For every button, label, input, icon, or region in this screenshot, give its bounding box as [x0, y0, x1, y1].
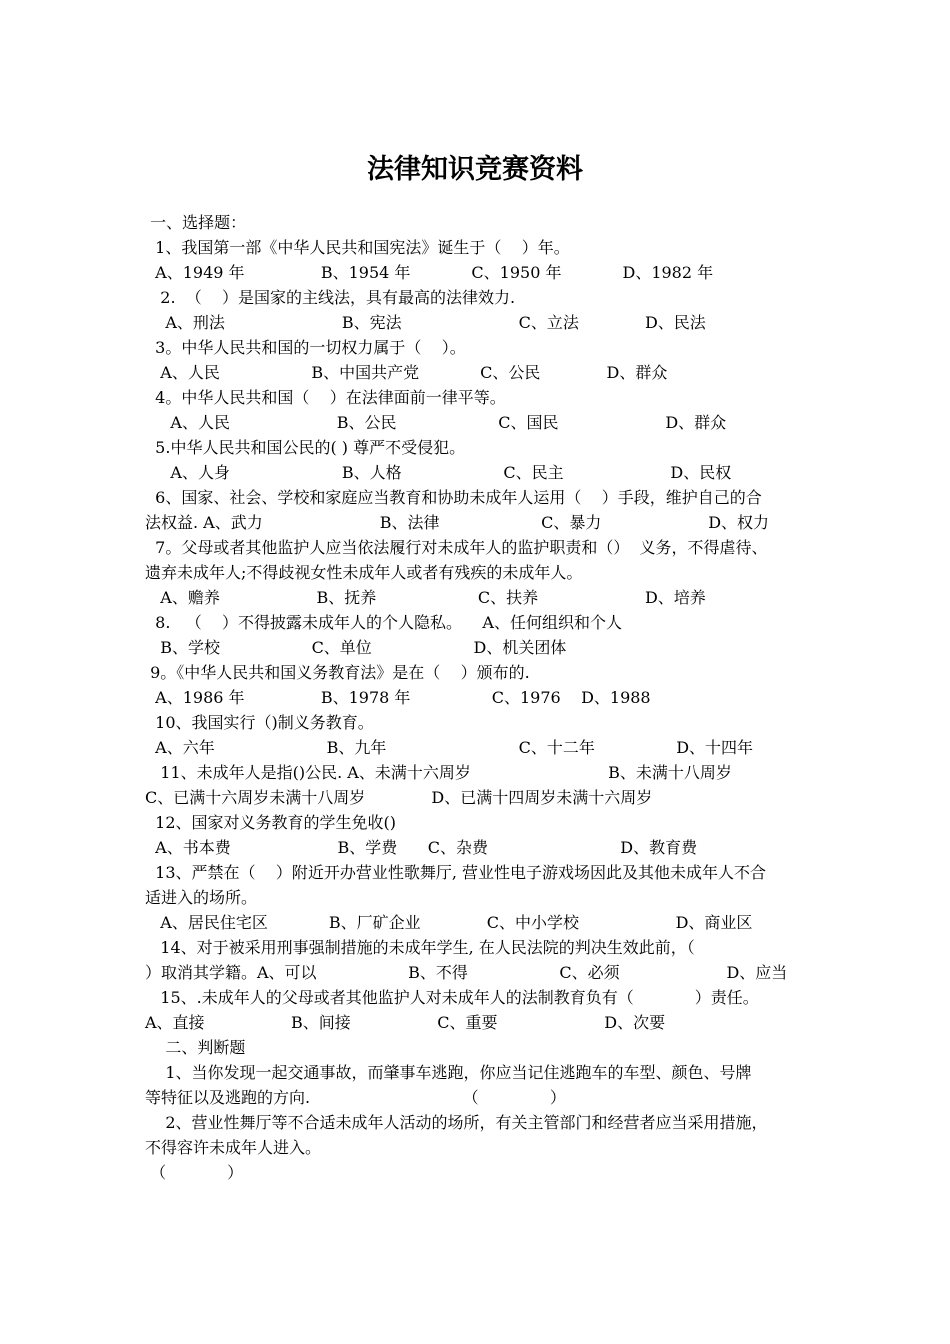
options-line: ）取消其学籍。A、可以 B、不得 C、必须 D、应当: [145, 963, 788, 982]
statement-line: 1、当你发现一起交通事故，而肇事车逃跑，你应当记住逃跑车的车型、颜色、号牌: [145, 1063, 752, 1082]
options-line: A、人身 B、人格 C、民主 D、民权: [145, 463, 732, 482]
options-line: A、刑法 B、宪法 C、立法 D、民法: [145, 313, 706, 332]
question-line: 15、.未成年人的父母或者其他监护人对未成年人的法制教育负有（ ）责任。: [145, 988, 759, 1007]
options-line: A、1986 年 B、1978 年 C、1976 D、1988: [145, 688, 651, 707]
options-line: C、已满十六周岁未满十八周岁 D、已满十四周岁未满十六周岁: [145, 788, 653, 807]
question-line: 5.中华人民共和国公民的( ) 尊严不受侵犯。: [145, 438, 466, 457]
question-line: 8. （ ）不得披露未成年人的个人隐私。 A、任何组织和个人: [145, 613, 622, 632]
section-heading-choice: 一、选择题：: [145, 213, 247, 232]
options-line: A、居民住宅区 B、厂矿企业 C、中小学校 D、商业区: [145, 913, 753, 932]
section-heading-judgement: 二、判断题: [145, 1038, 246, 1057]
question-line: 14、对于被采用刑事强制措施的未成年学生, 在人民法院的判决生效此前，（: [145, 938, 695, 957]
question-line: 11、未成年人是指()公民. A、未满十六周岁 B、未满十八周岁: [145, 763, 732, 782]
question-line: 13、严禁在（ ）附近开办营业性歌舞厅, 营业性电子游戏场因此及其他未成年人不合: [145, 863, 767, 882]
question-line: 4。中华人民共和国（ ）在法律面前一律平等。: [145, 388, 506, 407]
statement-line: 等特征以及逃跑的方向. （ ）: [145, 1088, 566, 1107]
document-title: 法律知识竞赛资料: [367, 154, 583, 185]
question-line: 9。《中华人民共和国义务教育法》是在（ ）颁布的.: [145, 663, 530, 682]
question-line: 3。中华人民共和国的一切权力属于（ ）。: [145, 338, 466, 357]
options-line: A、1949 年 B、1954 年 C、1950 年 D、1982 年: [145, 263, 714, 282]
question-line: 6、国家、社会、学校和家庭应当教育和协助未成年人运用（ ）手段，维护自己的合: [145, 488, 762, 507]
options-line: A、人民 B、公民 C、国民 D、群众: [145, 413, 727, 432]
question-line: 7。父母或者其他监护人应当依法履行对未成年人的监护职责和（） 义务，不得虐待、: [145, 538, 768, 557]
options-line: A、书本费 B、学费 C、杂费 D、教育费: [145, 838, 698, 857]
question-line: 1、我国第一部《中华人民共和国宪法》诞生于（ ）年。: [145, 238, 570, 257]
options-line: 法权益. A、武力 B、法律 C、暴力 D、权力: [145, 513, 770, 532]
options-line: B、学校 C、单位 D、机关团体: [145, 638, 567, 657]
question-line: 10、我国实行（)制义务教育。: [145, 713, 374, 732]
statement-line: 2、营业性舞厅等不合适未成年人活动的场所，有关主管部门和经营者应当采用措施，: [145, 1113, 768, 1132]
options-line: A、直接 B、间接 C、重要 D、次要: [145, 1013, 666, 1032]
options-line: A、赡养 B、抚养 C、扶养 D、培养: [145, 588, 706, 607]
options-line: A、人民 B、中国共产党 C、公民 D、群众: [145, 363, 668, 382]
answer-blank: （ ）: [145, 1163, 244, 1182]
statement-line: 不得容许未成年人进入。: [145, 1138, 322, 1157]
question-line: 2. （ ）是国家的主线法，具有最高的法律效力.: [145, 288, 516, 307]
question-line: 遗弃未成年人;不得歧视女性未成年人或者有残疾的未成年人。: [145, 563, 583, 582]
question-line: 12、国家对义务教育的学生免收(): [145, 813, 397, 832]
options-line: A、六年 B、九年 C、十二年 D、十四年: [145, 738, 754, 757]
question-line: 适进入的场所。: [145, 888, 258, 907]
